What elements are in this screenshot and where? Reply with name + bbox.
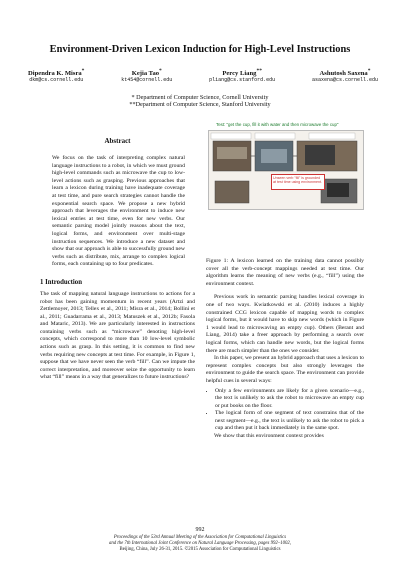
bullet-list [206,388,364,434]
bullet-item: • The logical form of one segment of text constrains that of the next segment—e.g., the text is unlikely to ask the robot to pick a cup and then put it back immediately in the same spot. [215,410,364,433]
intro-heading: 1 Introduction [40,278,82,286]
logical-form-box-3 [309,133,355,139]
author-list [28,68,378,85]
proceedings-footer [0,535,400,553]
figure-callout: Unseen verb "fill" is grounded at test time using environment. [271,174,325,190]
logical-form-box-1 [211,133,251,139]
right-paragraph-2: In this paper, we present an hybrid approach that uses a lexicon to represent complex concepts but also strongly leverages the environment to guide the search space. The environment can provide helpful cues in several ways: [206,355,364,384]
author-email: asaxena@cs.cornell.edu [311,77,378,84]
logical-form-box-2 [255,133,295,139]
author-email: pliang@cs.stanford.edu [209,77,276,84]
scene-microwave-2 [327,183,349,197]
scene-counter [217,147,247,159]
author-name: Ashutosh Saxena [319,70,368,78]
footer-line-3: Beijing, China, July 26-31, 2015. ©2015 Association for Computational Linguistics [119,547,281,552]
footer-line-2: and the 7th International Joint Conference on Natural Language Processing, pages 992–1002, [108,541,292,546]
figure-panel [208,130,364,210]
author-2 [121,68,172,85]
author-4 [312,68,378,85]
author-email: kt454@cornell.edu [121,77,173,84]
author-name: Percy Liang [222,70,257,78]
abstract-text: We focus on the task of interpreting complex natural language instructions to a robot, in which we must ground high-level commands such as microwave the cup to low-level actions such as grasping. Previous approaches that learn a lexicon during training have inadequate coverage at test time, and pure search strategies cannot handle the exponential search space. We propose a new hybrid approach that leverages the environment to induce new lexical entries at test time, even for new verbs. Our semantic parsing model jointly reasons about the text, logical forms, and environment over multi-stage instruction sequences. We introduce a new dataset and show that our approach is able to successfully ground new verbs such as distribute, mix, arrange to complex logical forms, each containing up to four predicates. [52,155,185,268]
page-number: 992 [195,527,205,533]
scene-sink [261,149,287,163]
author-mark: * [159,68,162,74]
scene-image-4 [215,181,249,203]
figure-1 [206,122,364,258]
footer-line-1: Proceedings of the 53rd Annual Meeting of the Association for Computational Linguistics [113,535,287,540]
figure-test-label: Test: "get the cup, fill it with water and then microwave the cup" [216,122,339,127]
author-3 [209,68,275,85]
intro-paragraph: The task of mapping natural language instructions to actions for a robot has been gaining momentum in recent years (Artzi and Zettlemoyer, 2013; Tellex et al., 2011; Misra et al., 2014; Bollini et al., 2011; Guadarrama et al., 2013; Matuszek et al., 2012b; Fasola and Mataric, 2013). We are particularly interested in instructions containing verbs such as “microwave” denoting high-level concepts, which correspond to more than 10 low-level symbolic actions such as grasp. In this setting, it is common to find new verbs requiring new concepts at test time. For example, in Figure 1, suppose that we have never seen the verb “fill”. Can we impute the correct interpretation, and moreover seize the opportunity to learn what “fill” means in a way that generalizes to future instructions? [40,290,195,381]
author-mark: ** [256,68,262,74]
author-mark: * [81,68,85,74]
left-column [40,122,195,382]
bullet-item: • Only a few environments are likely for a given scenario—e.g., the text is unlikely to ask the robot to microwave an empty cup or put books on the floor. [215,388,364,411]
affiliation-1: * Department of Computer Science, Cornell University [131,94,269,101]
author-email: dkm@cs.cornell.edu [29,77,84,84]
abstract-heading: Abstract [104,137,131,145]
right-paragraph-1: Previous work in semantic parsing handles lexical coverage in one of two ways. Kwiatkowski et al. (2010) induces a highly constrained CCG lexicon capable of mapping words to complex logical forms, but it would have to skip new words (which in Figure 1 would lead to microwaving an empty cup). Others (Berant and Liang, 2014) take a freer approach by performing a search over logical forms, which can handle new words, but the logical forms there are much simpler than the ones we consider. [206,294,364,354]
author-mark: * [367,68,371,74]
affiliation-2: **Department of Computer Science, Stanford University [129,101,271,109]
right-paragraph-3: We show that this environment context provides [214,433,324,440]
affiliations [0,94,400,109]
author-1 [28,68,84,85]
scene-microwave [305,145,335,165]
figure-caption: Figure 1: A lexicon learned on the training data cannot possibly cover all the verb-concept mappings needed at test time. Our algorithm learns the meaning of new verbs (e.g., “fill”) using the environment context. [206,258,364,287]
right-column [206,122,364,441]
author-name: Dipendra K. Misra [28,70,82,78]
paper-title: Environment-Driven Lexicon Induction for High-Level Instructions [49,44,351,55]
author-name: Kejia Tao [131,70,160,78]
figure-illustration [209,131,363,209]
